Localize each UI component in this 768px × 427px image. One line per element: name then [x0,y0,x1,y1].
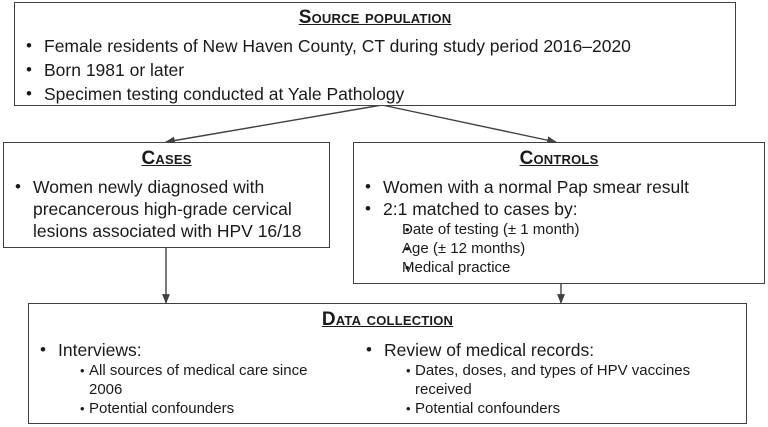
cases-box [3,142,330,248]
sub-list-item: • Age (± 12 months) [354,239,764,258]
medical-records-heading: • Review of medical records: [355,339,735,361]
sub-list-item: • Potential confounders [355,399,735,418]
data-collection-box [28,303,747,424]
data-collection-title: Data collection [321,309,454,330]
list-item: • Women with a normal Pap smear result [354,176,764,198]
list-item: • Specimen testing conducted at Yale Pathology [15,82,735,106]
sub-list-item: • Dates, doses, and types of HPV vaccines received [355,361,735,399]
list-item: • Born 1981 or later [15,58,735,82]
medical-records-list [355,339,735,418]
sub-list-item: • All sources of medical care since 2006 [29,361,349,399]
sub-list-item: • Medical practice [354,258,764,277]
controls-box [353,142,765,284]
list-item: • Women newly diagnosed with precancerous high-grade cervical lesions associated with HPV 16/18 [4,176,329,242]
interviews-heading: • Interviews: [29,339,349,361]
controls-title: Controls [519,148,599,169]
sub-list-item: • Potential confounders [29,399,349,418]
controls-list [354,176,764,277]
cases-list [4,176,329,242]
interviews-list [29,339,349,418]
cases-title: Cases [141,148,192,169]
sub-list-item: • Date of testing (± 1 month) [354,220,764,239]
source-population-list [15,34,735,106]
list-item: • 2:1 matched to cases by: [354,198,764,220]
arrow-source-to-cases [166,105,382,142]
arrow-source-to-controls [382,105,556,142]
source-population-title: Source population [298,7,452,28]
list-item: • Female residents of New Haven County, CT during study period 2016–2020 [15,34,735,58]
source-population-box [14,2,736,106]
data-collection-columns [29,339,746,423]
